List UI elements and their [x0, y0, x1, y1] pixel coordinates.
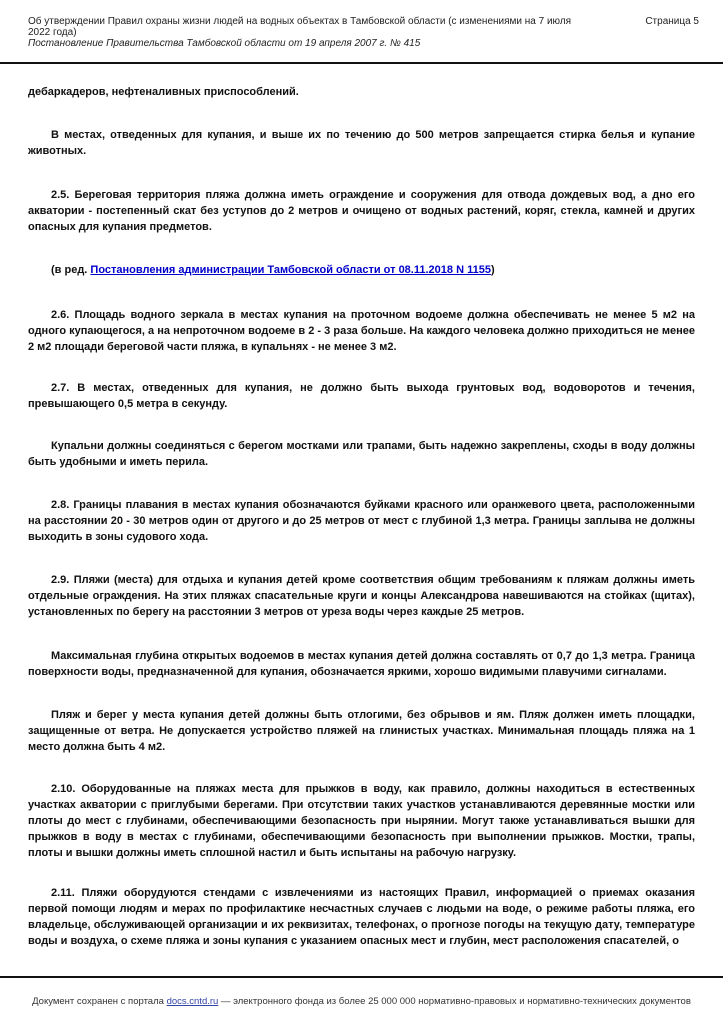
document-footer — [0, 996, 723, 1007]
page-number: Страница 5 — [645, 16, 699, 27]
paragraph: 2.11. Пляжи оборудуются стендами с извлечениями из настоящих Правил, информацией о приемах оказания первой помощи людям и мерах по профилактике несчастных случаев с людьми на воде, о режиме работы пляжа, его владельце, обслуживающей организации и их реквизитах, телефонах, о прогнозе погоды на текущую дату, температуре воды и воздуха, о схеме пляжа и зоны купания с указанием опасных мест и глубин, мест расположения спасателей, о — [28, 887, 695, 947]
header-divider — [0, 62, 723, 64]
amendment-suffix: ) — [490, 264, 495, 276]
paragraph: Купальни должны соединяться с берегом мостками или трапами, быть надежно закреплены, сходы в воду должны быть удобными и иметь перила. — [28, 440, 695, 468]
paragraph: дебаркадеров, нефтеналивных приспособлений. — [28, 86, 299, 98]
header-subtitle: Постановление Правительства Тамбовской области от 19 апреля 2007 г. № 415 — [28, 38, 421, 49]
paragraph: 2.9. Пляжи (места) для отдыха и купания детей кроме соответствия общим требованиям к пляжам должны иметь отдельные ограждения. На этих пляжах спасательные круги и концы Александрова навешиваются на стойках (щитах), установленных по берегу на расстоянии 3 метров от уреза воды через каждые 25 метров. — [28, 574, 695, 618]
header-title: Об утверждении Правил охраны жизни людей на водных объектах в Тамбовской области (с изменениями на 7 июля 2022 года) — [28, 16, 572, 38]
document-header — [28, 16, 588, 49]
paragraph: 2.7. В местах, отведенных для купания, не должно быть выхода грунтовых вод, водоворотов и течения, превышающего 0,5 метра в секунду. — [28, 382, 695, 410]
paragraph: Максимальная глубина открытых водоемов в местах купания детей должна составлять от 0,7 до 1,3 метра. Граница поверхности воды, предназначенной для купания, обозначается яркими, хорошо видимыми плавучими сигналами. — [28, 650, 695, 678]
paragraph: 2.5. Береговая территория пляжа должна иметь ограждение и сооружения для отвода дождевых вод, а дно его акватории - постепенный скат без уступов до 2 метров и очищено от водных растений, коряг, стекла, камней и других опасных для купания предметов. — [28, 189, 695, 233]
amendment-link[interactable]: Постановления администрации Тамбовской области от 08.11.2018 N 1155 — [90, 264, 491, 276]
footer-prefix: Документ сохранен с портала — [32, 996, 167, 1007]
footer-suffix: — электронного фонда из более 25 000 000 нормативно-правовых и нормативно-технических документов — [218, 996, 691, 1007]
footer-divider — [0, 976, 723, 978]
paragraph: 2.8. Границы плавания в местах купания обозначаются буйками красного или оранжевого цвета, расположенными на расстоянии 20 - 30 метров один от другого и до 25 метров от мест с глубиной 1,3 метра. Границы заплыва не должны выходить в зоны судового хода. — [28, 499, 695, 543]
amendment-note — [28, 262, 695, 278]
paragraph: 2.10. Оборудованные на пляжах места для прыжков в воду, как правило, должны находиться в естественных участках акватории с приглубыми берегами. При отсутствии таких участков устанавливаются деревянные мостки или плоты до мест с глубинами, обеспечивающими безопасность при нырянии. Могут также устанавливаться вышки для прыжков в воду в местах с глубинами, обеспечивающими безопасность при выполнении прыжков. Мостки, трапы, плоты и вышки должны иметь сплошной настил и быть испытаны на рабочую нагрузку. — [28, 783, 695, 859]
amendment-prefix: (в ред. — [51, 264, 91, 276]
paragraph: 2.6. Площадь водного зеркала в местах купания на проточном водоеме должна обеспечивать не менее 5 м2 на одного купающегося, а на непроточном водоеме в 2 - 3 раза больше. На каждого человека должно приходиться не менее 2 м2 площади береговой части пляжа, в купальнях - не менее 3 м2. — [28, 309, 695, 353]
document-body — [28, 84, 695, 950]
paragraph: В местах, отведенных для купания, и выше их по течению до 500 метров запрещается стирка белья и купание животных. — [28, 129, 695, 157]
paragraph: Пляж и берег у места купания детей должны быть отлогими, без обрывов и ям. Пляж должен иметь площадки, защищенные от ветра. Не допускается устройство пляжей на глинистых участках. Минимальная площадь пляжа на 1 место должна быть 4 м2. — [28, 709, 695, 753]
portal-link[interactable]: docs.cntd.ru — [166, 996, 219, 1007]
